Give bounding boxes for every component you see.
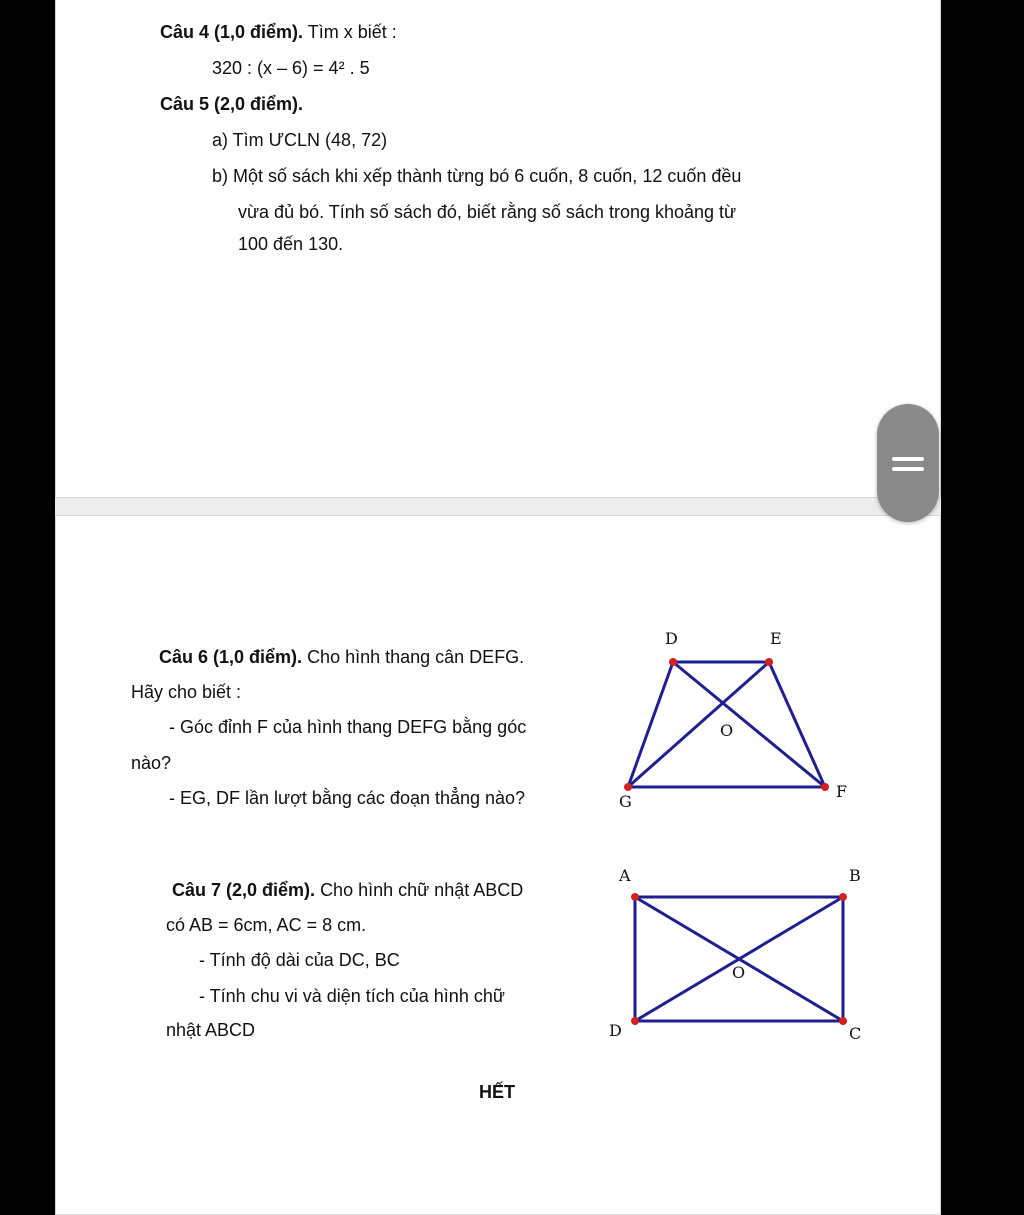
scroll-drag-handle[interactable] bbox=[877, 404, 939, 522]
label-E: E bbox=[770, 629, 782, 648]
q6-line1-rest: Cho hình thang cân DEFG. bbox=[307, 647, 525, 667]
q7-line3: - Tính độ dài của DC, BC bbox=[199, 950, 400, 970]
label-C: C bbox=[849, 1024, 862, 1043]
q6-line2: Hãy cho biết : bbox=[131, 682, 242, 702]
q6-line5: - EG, DF lần lượt bằng các đoạn thẳng nào? bbox=[169, 788, 526, 808]
q4-equation: 320 : (x – 6) = 4² . 5 bbox=[212, 58, 370, 78]
q7-line1 bbox=[172, 879, 523, 901]
vertex-G bbox=[624, 783, 632, 791]
label-B: B bbox=[849, 866, 861, 885]
segment-EF bbox=[769, 662, 825, 787]
document-page-2 bbox=[55, 515, 941, 1215]
vertex-F bbox=[821, 783, 829, 791]
q5-title: Câu 5 (2,0 điểm). bbox=[160, 94, 304, 114]
q5-part-b-line1: b) Một số sách khi xếp thành từng bó 6 cuốn, 8 cuốn, 12 cuốn đều bbox=[212, 166, 742, 186]
label-O: O bbox=[720, 721, 734, 740]
vertex-B bbox=[839, 893, 847, 901]
trapezoid-figure bbox=[611, 616, 871, 826]
end-marker: HẾT bbox=[479, 1082, 515, 1102]
label-O-rect: O bbox=[732, 963, 746, 982]
q7-title: Câu 7 (2,0 điểm). bbox=[172, 880, 316, 900]
q6-line1 bbox=[159, 646, 524, 668]
page-gap bbox=[55, 498, 941, 515]
q7-line4: - Tính chu vi và diện tích của hình chữ bbox=[199, 986, 505, 1006]
q6-title: Câu 6 (1,0 điểm). bbox=[159, 647, 303, 667]
vertex-D-rect bbox=[631, 1017, 639, 1025]
q6-line4: nào? bbox=[131, 753, 172, 773]
vertex-C bbox=[839, 1017, 847, 1025]
rectangle-lines bbox=[635, 897, 843, 1021]
q5-part-b-line3: 100 đến 130. bbox=[238, 234, 344, 254]
q4-line bbox=[160, 21, 397, 43]
vertex-D bbox=[669, 658, 677, 666]
label-A: A bbox=[619, 866, 631, 885]
q7-line1-rest: Cho hình chữ nhật ABCD bbox=[320, 880, 524, 900]
q7-line2: có AB = 6cm, AC = 8 cm. bbox=[166, 915, 367, 935]
q7-line5: nhật ABCD bbox=[166, 1020, 256, 1040]
label-F: F bbox=[836, 782, 848, 801]
label-G: G bbox=[619, 792, 632, 811]
rectangle-figure bbox=[601, 861, 876, 1051]
vertex-E bbox=[765, 658, 773, 666]
q6-line3: - Góc đỉnh F của hình thang DEFG bằng góc bbox=[169, 717, 527, 737]
q4-prompt: Tìm x biết : bbox=[307, 22, 397, 42]
document-page-1 bbox=[55, 0, 941, 498]
q5-part-a: a) Tìm ƯCLN (48, 72) bbox=[212, 130, 388, 150]
label-D-rect: D bbox=[609, 1021, 622, 1040]
vertex-A bbox=[631, 893, 639, 901]
q4-title: Câu 4 (1,0 điểm). bbox=[160, 22, 304, 42]
q5-part-b-line2: vừa đủ bó. Tính số sách đó, biết rằng số sách trong khoảng từ bbox=[238, 202, 737, 222]
label-D: D bbox=[665, 629, 678, 648]
